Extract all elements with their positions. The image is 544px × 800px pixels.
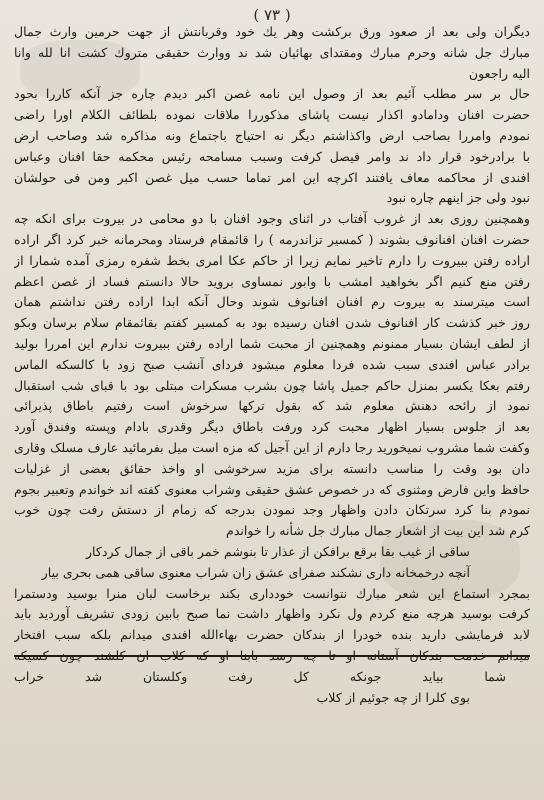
text-line: مبارك جل شانه وحرم مبارك ومقتدای بهائیان شد ند ووارث حقیقی متروك کشت انا لله وانا — [14, 44, 530, 60]
text-line: برادر عباس افندی سبب شده فردا معلوم میشود فردای آنشب صبح زود با کالسکه الماس — [14, 356, 530, 372]
text-line: رفتن منع کنیم اگر بخواهید امشب با وابور نمساوی بروید حالا دانستم فساد از غصن اعظم — [14, 273, 530, 289]
text-line: لابد فرمایشی دارید بنده خودرا از بندکان حضرت بهاءالله افندی میدانم بلکه سبب افتخار — [14, 627, 530, 643]
text-line: کرفت بوسید هرچه منع کردم ول نکرد واظهار داشت نما صبح بابین زودی تشریف آوردید باید — [14, 606, 530, 622]
text-line: دان بود وقت را مناسب دانسته برای مزید سرخوشی او واخذ حقائق بعضی از غزلیات — [14, 460, 530, 476]
text-line: بعد از جلوس بسیار اظهار محبت کرد ورفت باطاق دیگر وقدری بادام وپسته وفندق آورد — [14, 419, 530, 435]
text-line: نمودم بنا کرد سرتکان دادن واظهار وجد نمودن بدرجه که زمام از دستش رفت چون خوب — [14, 502, 530, 518]
text-line: وکفت شما مشروب نمیخورید رجا دارم از این آجیل که مزه است میل بفرمائید عارف مسلک وقاری — [14, 439, 530, 455]
text-line: حضرت افنان ودامادو اکذار نیست پاشای مذکوررا ملاقات نموده بلطائف الکلام اورا راضی — [14, 107, 530, 123]
text-line: با برادرخود قرار داد ند وامر فیصل کرفت وسبب مسامحه رئیس محکمه حقا افنان وعباس — [14, 148, 530, 164]
text-line: آنچه درخمخانه داری نشکند صفرای عشق زان شراب معنوی ساقی همی بحری بیار — [41, 564, 470, 580]
text-line: رفتم بعکا یکسر بمنزل حاکم جمیل پاشا چون بشرب مسکرات مبتلی بود با قبای شب استقبال — [14, 377, 530, 393]
text-line: نمود از رائحه دهنش معلوم شد که بقول ترکها سرخوش است رفتیم باطاق پذیرائی — [14, 398, 530, 414]
text-line: نبود ولی جز اینهم چاره نبود — [386, 190, 530, 206]
text-line: نمودم وامررا بصاحب ارض واکذاشتم دیگر نه احتیاج باجتماع ونه مذاکره شد وصاحب ارض — [14, 127, 530, 143]
text-line: حافظ واین فارض ومثنوی که در خصوص عشق حقیقی وشراب معنوی کفته اند خواندم وتعبیر بجوم — [14, 481, 530, 497]
text-line: ساقی از غیب بقا برقع برافکن از عذار تا بنوشم خمر باقی از جمال کردکار — [85, 543, 470, 559]
text-line: میدانم خدمت بندکان آستانه او تا چه رسد بابنا او که کلاب ان کلشند چون کسیکه — [14, 647, 530, 663]
text-line: از لطف ایشان بسیار ممنونم وهمچنین از محبت شما اراده رفتن ببیروت ندارم این امررا بولید — [14, 335, 530, 351]
text-line: اراده رفتن ببیروت را دارم تاخیر نمایم زیرا از حاکم عکا امری بخط شفره رمزی آمده شمارا از — [14, 252, 530, 268]
text-line: کرم شد این بیت از اشعار جمال مبارك جل شأنه را خواندم — [226, 523, 530, 539]
text-line: وهمچنین روزی بعد از غروب آفتاب در اثنای وجود افنان با دو محامی در بیروت برای انکه چه — [14, 211, 530, 227]
text-line: بوی کلرا از چه جوئیم از کلاب — [316, 689, 470, 705]
text-line: شما بیاید جونکه کل رفت وکلستان شد خراب — [14, 668, 506, 684]
text-line: است میترسند به بیروت رم افنان افنانوف شوند وحال آنکه ابدا اراده رفتن نداشتم همان — [14, 294, 530, 310]
text-line: حضرت افنان افنانوف بشوند ( کمسیر تزاندرمه ) را قائمقام فرستاد ومحرمانه خبر کرد اگر اراده — [14, 231, 530, 247]
page-number: ( ٧٣ ) — [253, 6, 291, 24]
manuscript-text — [14, 22, 530, 708]
text-line: افندی از محاکمه معاف یافتند اکرچه این امر تماما حسب میل غصن اکبر ومن فی حولشان — [14, 169, 530, 185]
text-line: دیگران ولی بعد از صعود ورق برکشت وهر یك خود وقربانتش از جهت حرمین وارث جمال — [14, 24, 530, 39]
text-line: روز خبر کذشت کار افنانوف شدن افنان رسیده بود به کمسیر کفتم بقائمقام سلام برسان وبکو — [14, 315, 530, 331]
text-line: بمجرد استماع این شعر مبارك نتوانست خودداری بکند برخاست لبان منرا بوسید ودستمرا — [14, 585, 530, 601]
text-line: حال بر سر مطلب آئیم بعد از وصول این نامه غصن اکبر دیدم چاره جز آنکه کاررا بحود — [14, 86, 530, 102]
text-line: الیه راجعون — [468, 65, 530, 81]
